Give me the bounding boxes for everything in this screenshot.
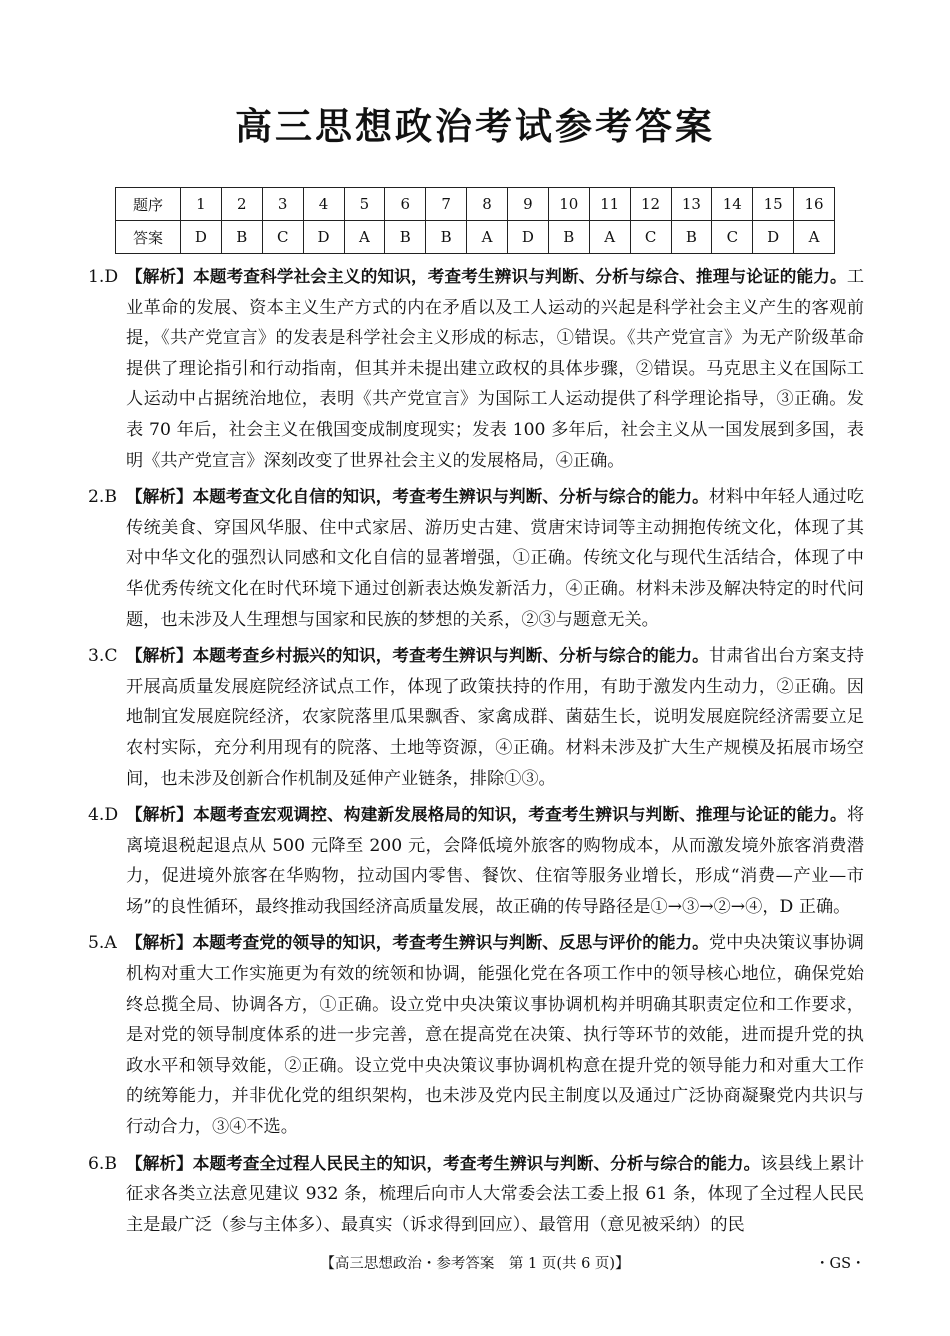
- item-body: 甘肃省出台方案支持开展高质量发展庭院经济试点工作，体现了政策扶持的作用，有助于激发内生动力，②正确。因地制宜发展庭院经济，农家院落里瓜果飘香、家禽成群、菌菇生长，说明发展庭院经济需要立足农村实际，充分利用现有的院落、土地等资源，④正确。材料未涉及扩大生产规模及拓展市场空间，也未涉及创新合作机制及延伸产业链条，排除①③。: [126, 646, 864, 789]
- answer-cell: D: [508, 221, 549, 254]
- answer-cell: B: [426, 221, 467, 254]
- explanation-item-1: [88, 262, 864, 476]
- explanation-item-4: [88, 800, 864, 922]
- explanation-item-5: [88, 928, 864, 1142]
- answer-table-row-answers: [116, 221, 835, 254]
- answer-cell: B: [548, 221, 589, 254]
- item-number: 4.D: [88, 805, 119, 826]
- item-focus: 本题考查乡村振兴的知识，考查考生辨识与判断、分析与综合的能力。: [192, 646, 709, 666]
- item-body: 该县线上累计征求各类立法意见建议 932 条，梳理后向市人大常委会法工委上报 61 条，体现了全过程人民民主是最广泛（参与主体多）、最真实（诉求得到回应）、最管用（意见被采纳）的民: [126, 1153, 865, 1235]
- question-number: 12: [630, 188, 671, 221]
- answer-cell: B: [671, 221, 712, 254]
- item-tag: 【解析】: [126, 487, 193, 507]
- footer-code: ・GS・: [815, 1256, 866, 1272]
- answer-cell: D: [303, 221, 344, 254]
- explanation-item-2: [88, 482, 864, 635]
- question-number: 13: [671, 188, 712, 221]
- item-focus: 本题考查全过程人民民主的知识，考查考生辨识与判断、分析与综合的能力。: [192, 1153, 761, 1173]
- item-body: 工业革命的发展、资本主义生产方式的内在矛盾以及工人运动的兴起是科学社会主义产生的客观前提，《共产党宣言》的发表是科学社会主义形成的标志，①错误。《共产党宣言》为无产阶级革命提供了理论指引和行动指南，但其并未提出建立政权的具体步骤，②错误。马克思主义在国际工人运动中占据统治地位，表明《共产党宣言》为国际工人运动提供了科学理论指导，③正确。发表 70 年后，社会主义在俄国变成制度现实；发表 100 多年后，社会主义从一国发展到多国，表明《共产党宣言》深刻改变了世界社会主义的发展格局，④正确。: [126, 267, 865, 471]
- question-number: 8: [467, 188, 508, 221]
- answer-cell: A: [794, 221, 835, 254]
- item-body: 党中央决策议事协调机构对重大工作实施更为有效的统领和协调，能强化党在各项工作中的领导核心地位，确保党始终总揽全局、协调各方，①正确。设立党中央决策议事协调机构并明确其职责定位和工作要求，是对党的领导制度体系的进一步完善，意在提高党在决策、执行等环节的效能，进而提升党的执政水平和领导效能，②正确。设立党中央决策议事协调机构意在提升党的领导能力和对重大工作的统筹能力，并非优化党的组织架构，也未涉及党内民主制度以及通过广泛协商凝聚党内共识与行动合力，③④不选。: [126, 933, 864, 1138]
- question-number: 14: [712, 188, 753, 221]
- question-number: 5: [344, 188, 385, 221]
- answer-table-row-numbers: [116, 188, 835, 221]
- answer-cell: B: [221, 221, 262, 254]
- answer-cell: B: [385, 221, 426, 254]
- item-number: 6.B: [88, 1153, 118, 1174]
- answer-cell: D: [181, 221, 222, 254]
- answer-table: [115, 187, 835, 254]
- row-label-answers: 答案: [116, 221, 181, 254]
- question-number: 16: [794, 188, 835, 221]
- item-tag: 【解析】: [126, 1153, 193, 1173]
- question-number: 7: [426, 188, 467, 221]
- answer-cell: A: [467, 221, 508, 254]
- question-number: 4: [303, 188, 344, 221]
- item-number: 1.D: [88, 267, 119, 287]
- question-number: 3: [262, 188, 303, 221]
- row-label-numbers: 题序: [116, 188, 181, 221]
- answer-cell: A: [344, 221, 385, 254]
- item-body: 将离境退税起退点从 500 元降至 200 元，会降低境外旅客的购物成本，从而激发境外旅客消费潜力，促进境外旅客在华购物，拉动国内零售、餐饮、住宿等服务业增长，形成“消费—产业—市场”的良性循环，最终推动我国经济高质量发展，故正确的传导路径是①→③→②→④，D 正确。: [126, 805, 865, 917]
- question-number: 1: [181, 188, 222, 221]
- item-tag: 【解析】: [126, 267, 194, 286]
- question-number: 2: [221, 188, 262, 221]
- answer-cell: D: [753, 221, 794, 254]
- item-focus: 本题考查文化自信的知识，考查考生辨识与判断、分析与综合的能力。: [192, 487, 709, 507]
- item-number: 5.A: [88, 933, 117, 954]
- item-number: 3.C: [88, 646, 118, 667]
- answer-cell: C: [630, 221, 671, 254]
- page-footer: 【高三思想政治・参考答案 第 1 页(共 6 页)】: [320, 1256, 630, 1272]
- page-title: 高三思想政治考试参考答案: [235, 105, 715, 148]
- item-focus: 本题考查党的领导的知识，考查考生辨识与判断、反思与评价的能力。: [192, 933, 709, 953]
- item-tag: 【解析】: [126, 646, 193, 666]
- item-body: 材料中年轻人通过吃传统美食、穿国风华服、住中式家居、游历史古建、赏唐宋诗词等主动拥抱传统文化，体现了其对中华文化的强烈认同感和文化自信的显著增强，①正确。传统文化与现代生活结合，体现了中华优秀传统文化在时代环境下通过创新表达焕发新活力，④正确。材料未涉及解决特定的时代问题，也未涉及人生理想与国家和民族的梦想的关系，②③与题意无关。: [126, 487, 864, 630]
- question-number: 10: [548, 188, 589, 221]
- explanations: [88, 262, 864, 1246]
- answer-cell: C: [712, 221, 753, 254]
- item-tag: 【解析】: [126, 933, 193, 953]
- question-number: 9: [508, 188, 549, 221]
- explanation-item-3: [88, 641, 864, 794]
- explanation-item-6: [88, 1149, 864, 1241]
- item-focus: 本题考查科学社会主义的知识，考查考生辨识与判断、分析与综合、推理与论证的能力。: [193, 267, 847, 286]
- item-focus: 本题考查宏观调控、构建新发展格局的知识，考查考生辨识与判断、推理与论证的能力。: [193, 805, 847, 825]
- item-number: 2.B: [88, 487, 118, 508]
- question-number: 6: [385, 188, 426, 221]
- question-number: 11: [589, 188, 630, 221]
- answer-cell: C: [262, 221, 303, 254]
- answer-cell: A: [589, 221, 630, 254]
- item-tag: 【解析】: [126, 805, 194, 825]
- question-number: 15: [753, 188, 794, 221]
